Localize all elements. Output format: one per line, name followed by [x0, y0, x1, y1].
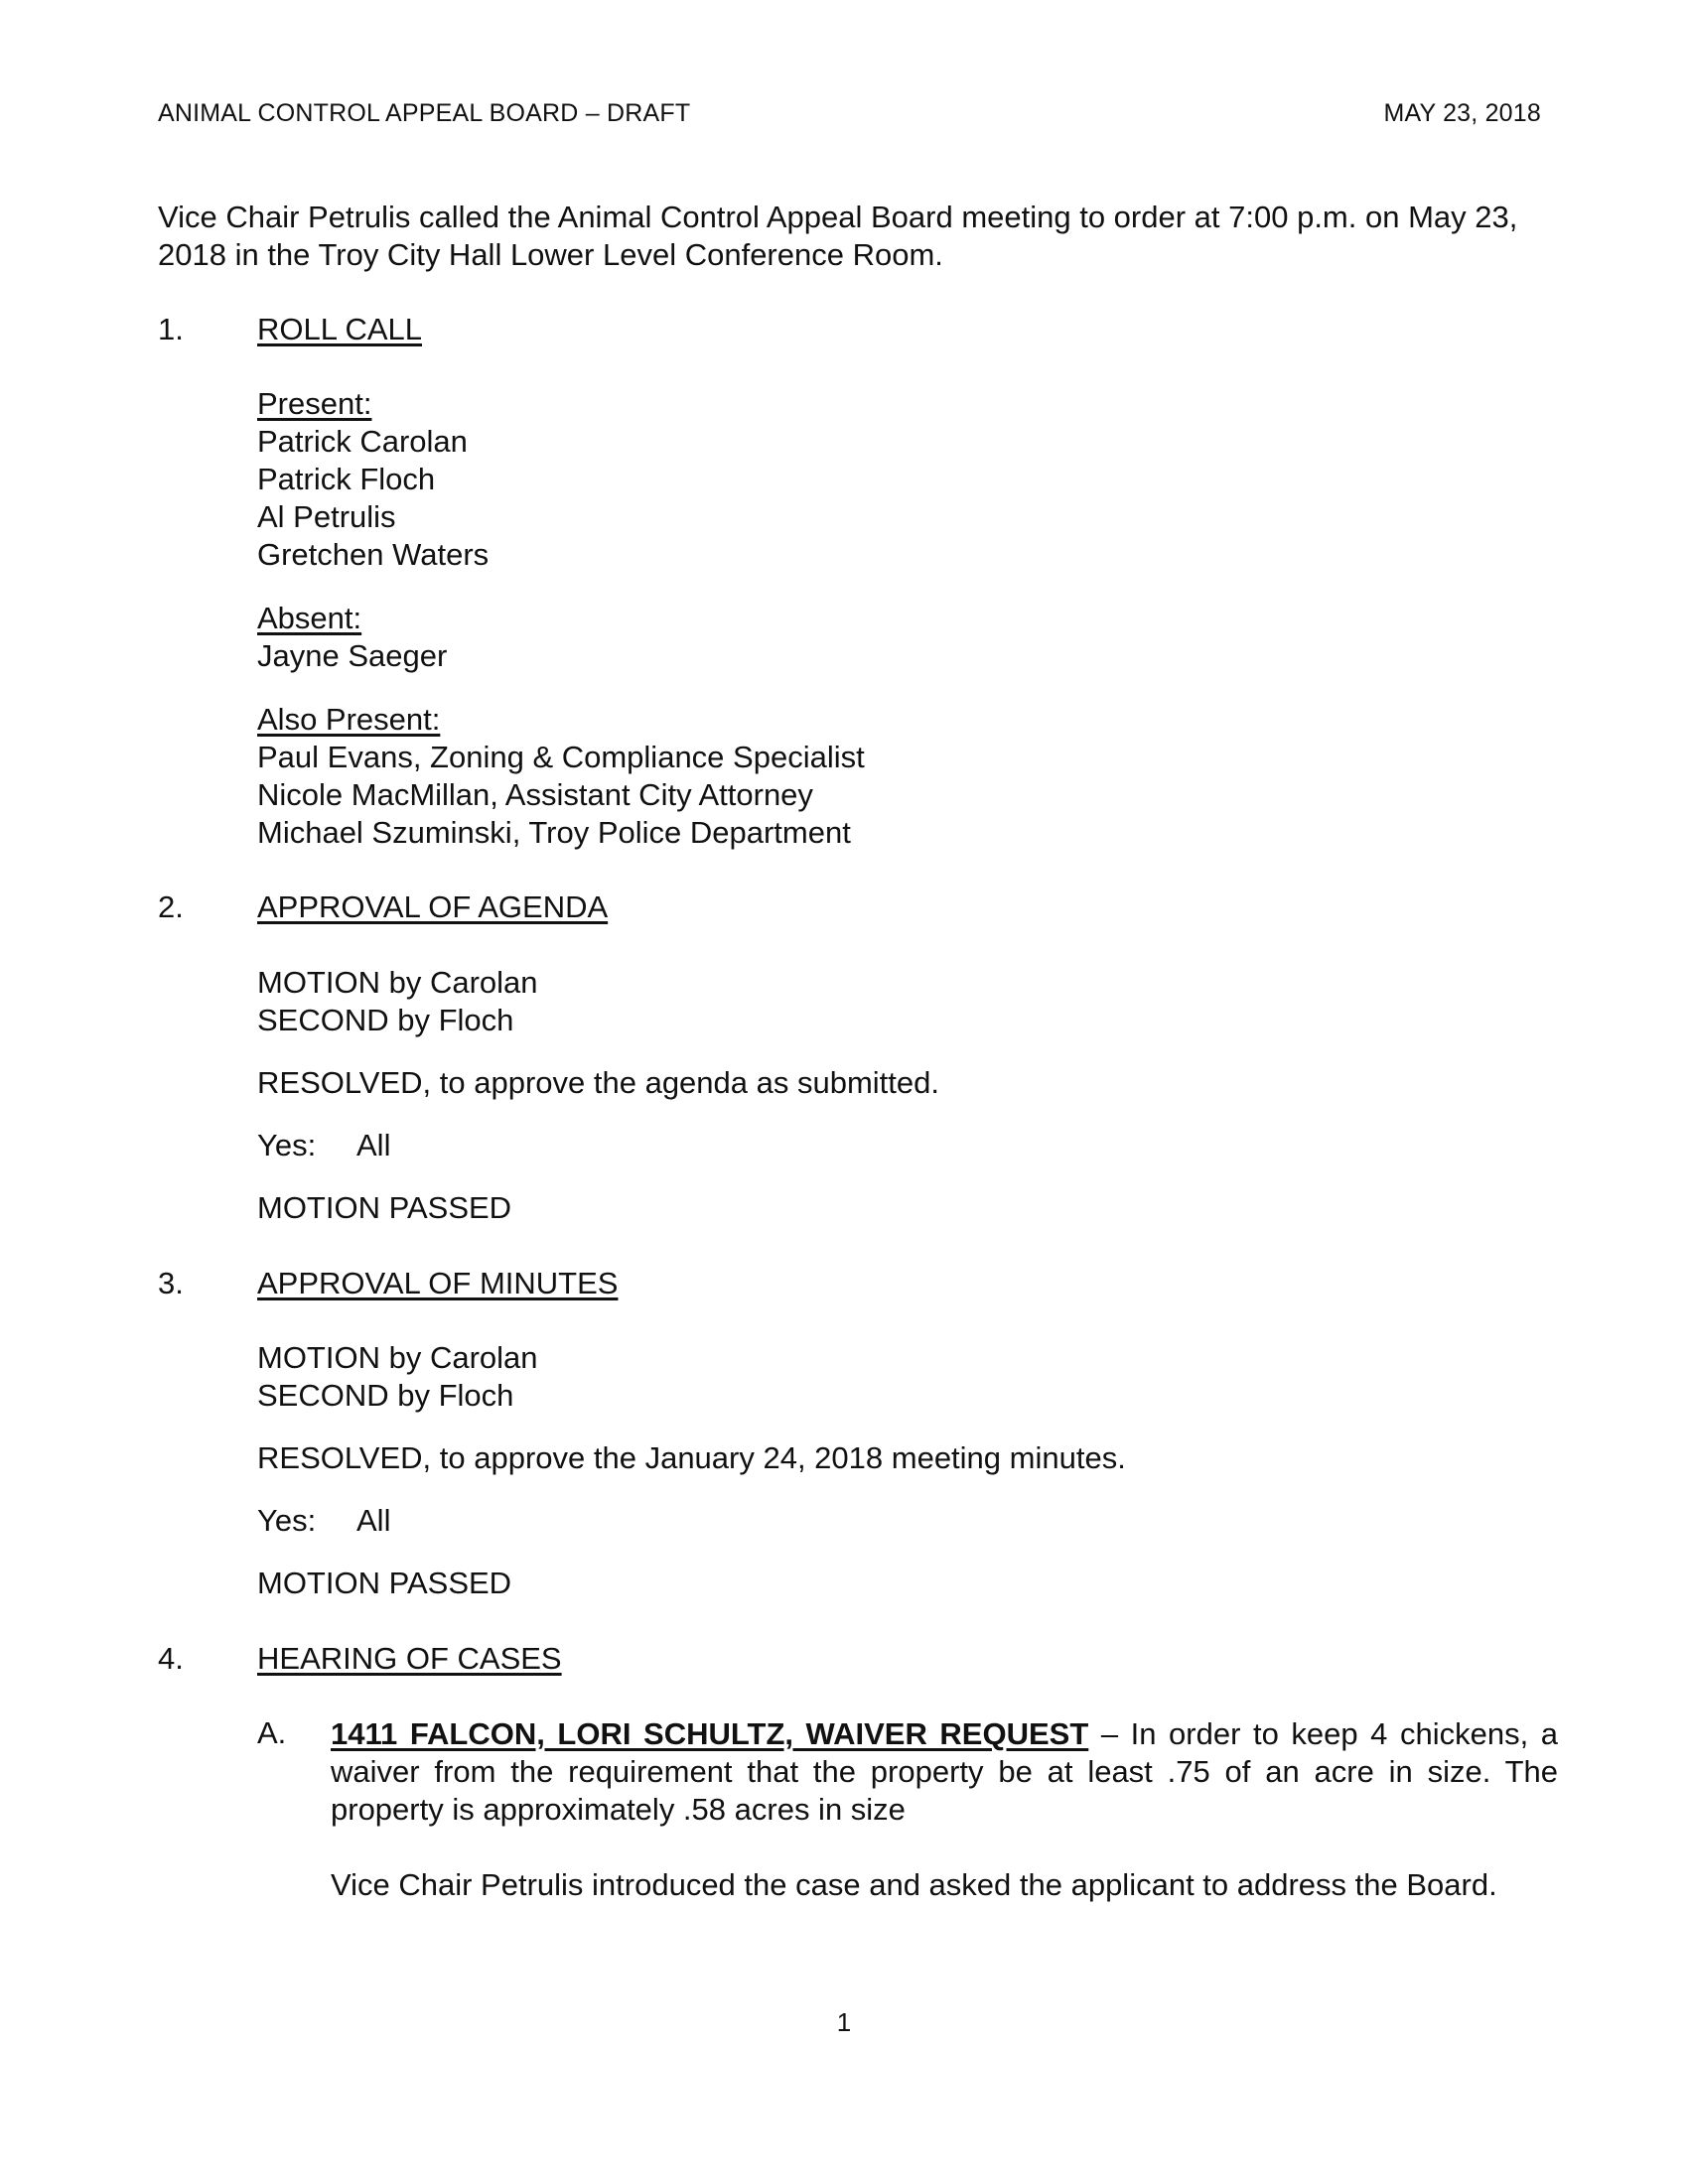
present-member: Patrick Floch [257, 462, 436, 496]
agenda-resolved: RESOLVED, to approve the agenda as submitted. [257, 1065, 939, 1100]
section-number-2: 2. [158, 889, 184, 924]
minutes-motion: MOTION by Carolan [257, 1340, 538, 1375]
present-member: Patrick Carolan [257, 424, 468, 459]
intro-paragraph: Vice Chair Petrulis called the Animal Control Appeal Board meeting to order at 7:00 p.m. on May 23, 2018 in the Troy City Hall Lower Level Conference Room. [158, 200, 1518, 272]
minutes-second: SECOND by Floch [257, 1378, 514, 1413]
minutes-vote [257, 1503, 390, 1539]
section-number-1: 1. [158, 312, 184, 346]
agenda-vote [257, 1128, 390, 1163]
case-description [331, 1715, 1558, 1829]
vote-label: Yes: [257, 1128, 317, 1162]
vote-label: Yes: [257, 1503, 317, 1538]
agenda-result: MOTION PASSED [257, 1190, 512, 1225]
also-present-label: Also Present: [257, 702, 441, 737]
case-followup: Vice Chair Petrulis introduced the case and asked the applicant to address the Board. [331, 1867, 1497, 1902]
absent-member: Jayne Saeger [257, 638, 448, 673]
absent-label: Absent: [257, 601, 362, 635]
also-present-member: Nicole MacMillan, Assistant City Attorney [257, 777, 813, 812]
section-number-3: 3. [158, 1266, 184, 1300]
minutes-resolved: RESOLVED, to approve the January 24, 2018 meeting minutes. [257, 1440, 1126, 1475]
present-member: Al Petrulis [257, 499, 396, 534]
case-detail: – In order to keep 4 chickens, a waiver from the requirement that the property be at least .75 of an acre in size. The property is approximately .58 acres in size [331, 1716, 1558, 1827]
agenda-second: SECOND by Floch [257, 1003, 514, 1037]
also-present-member: Michael Szuminski, Troy Police Department [257, 815, 851, 850]
section-title-hearing-of-cases: HEARING OF CASES [257, 1641, 562, 1676]
present-member: Gretchen Waters [257, 537, 490, 572]
section-title-approval-of-agenda: APPROVAL OF AGENDA [257, 889, 609, 924]
minutes-result: MOTION PASSED [257, 1566, 512, 1600]
header-date: MAY 23, 2018 [1383, 99, 1541, 127]
agenda-motion: MOTION by Carolan [257, 965, 538, 1000]
vote-value: All [356, 1128, 391, 1162]
section-title-approval-of-minutes: APPROVAL OF MINUTES [257, 1266, 619, 1300]
header-title: ANIMAL CONTROL APPEAL BOARD – DRAFT [158, 99, 691, 127]
case-title: 1411 FALCON, LORI SCHULTZ, WAIVER REQUEST [331, 1716, 1089, 1751]
vote-value: All [356, 1503, 391, 1538]
section-number-4: 4. [158, 1641, 184, 1676]
page-number: 1 [836, 2007, 852, 2037]
case-letter: A. [257, 1715, 287, 1750]
also-present-member: Paul Evans, Zoning & Compliance Specialist [257, 740, 865, 774]
section-title-roll-call: ROLL CALL [257, 312, 422, 346]
present-label: Present: [257, 386, 372, 421]
